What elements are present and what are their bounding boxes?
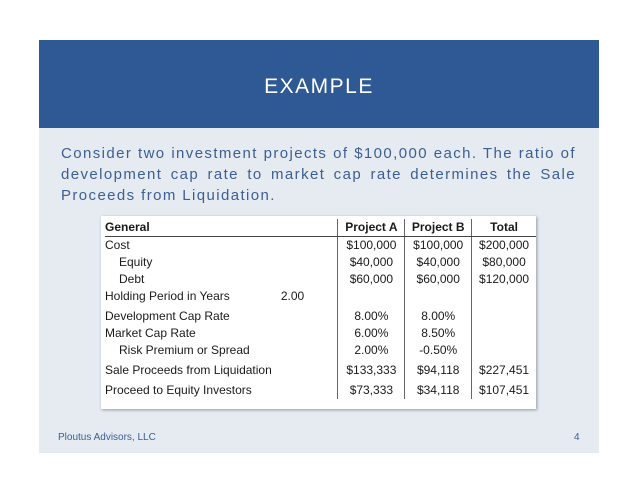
row-project-a: $40,000 [338,254,405,271]
row-total [472,325,536,342]
row-label: Sale Proceeds from Liquidation [105,363,272,377]
row-total [472,342,536,359]
row-project-a [338,288,405,305]
row-mid [281,271,338,288]
row-mid [281,325,338,342]
row-total: $200,000 [472,237,536,255]
row-project-b: $34,118 [405,382,472,399]
row-total: $227,451 [472,362,536,379]
row-project-a: 2.00% [338,342,405,359]
row-mid [281,362,338,379]
header-total: Total [472,219,536,237]
row-total: $80,000 [472,254,536,271]
row-project-b: -0.50% [405,342,472,359]
row-label: Cost [105,238,130,252]
row-project-b: $100,000 [405,237,472,255]
row-total: $120,000 [472,271,536,288]
example-table-card [101,216,536,409]
row-mid [281,254,338,271]
row-total [472,288,536,305]
slide-title: EXAMPLE [264,75,374,98]
table-row [105,362,536,379]
page-number: 4 [574,432,580,443]
row-project-a: $133,333 [338,362,405,379]
table-row [105,382,536,399]
row-project-b: $60,000 [405,271,472,288]
row-total: $107,451 [472,382,536,399]
row-mid [281,237,338,255]
table-row [105,342,536,359]
table-header-row [105,219,536,237]
row-mid: 2.00 [280,289,305,303]
table-row [105,288,536,305]
row-label: Market Cap Rate [105,326,196,340]
intro-text: Consider two investment projects of $100,000 each. The ratio of development cap rate to market cap rate determines the Sale Proceeds from Liquidation. [61,145,576,204]
row-project-b [405,288,472,305]
row-project-a: 6.00% [338,325,405,342]
row-project-b: 8.50% [405,325,472,342]
row-total [472,308,536,325]
row-label: Holding Period in Years [105,289,230,303]
table-row [105,254,536,271]
header-blank [281,219,338,237]
example-table [105,219,536,399]
row-mid [281,342,338,359]
row-mid [281,308,338,325]
row-label: Proceed to Equity Investors [105,383,252,397]
header-project-a: Project A [338,219,405,237]
table-row [105,237,536,255]
header-general: General [105,219,281,237]
row-label: Development Cap Rate [105,309,230,323]
row-project-b: $94,118 [405,362,472,379]
row-project-a: $73,333 [338,382,405,399]
row-label: Debt [119,272,145,286]
row-project-a: $100,000 [338,237,405,255]
footer-company: Ploutus Advisors, LLC [58,432,156,443]
header-project-b: Project B [405,219,472,237]
row-project-b: $40,000 [405,254,472,271]
row-project-a: 8.00% [338,308,405,325]
table-row [105,271,536,288]
row-label: Equity [119,255,153,269]
table-row [105,325,536,342]
row-project-b: 8.00% [405,308,472,325]
table-row [105,308,536,325]
row-project-a: $60,000 [338,271,405,288]
row-label: Risk Premium or Spread [119,343,250,357]
row-mid [281,382,338,399]
